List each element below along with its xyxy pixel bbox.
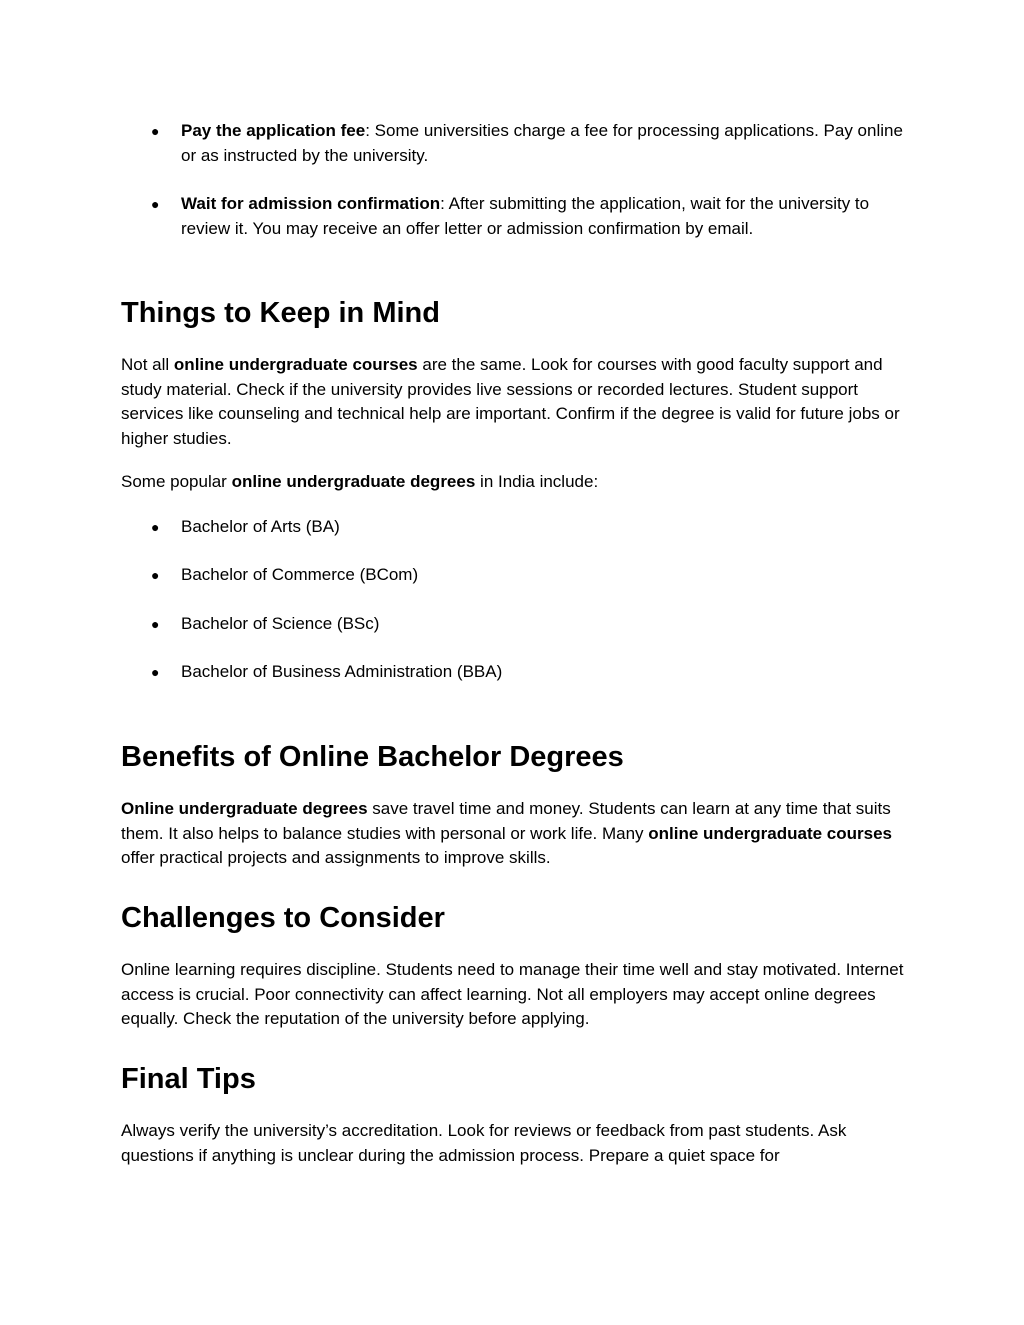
list-item-text: : Some universities charge a fee for processing applications. Pay online or as instructed by the university. (181, 121, 903, 165)
list-item-text: : After submitting the application, wait for the university to review it. You may receive an offer letter or admission confirmation by email. (181, 194, 870, 238)
bold-span: online undergraduate courses (173, 355, 418, 374)
bold-span: online undergraduate courses (648, 823, 892, 843)
list-item-text: Bachelor of Arts (BA) (181, 517, 340, 536)
paragraph-challenges: Online learning requires discipline. Students need to manage their time well and stay motivated. Internet access is crucial. Poor connectivity can affect learning. Not all employers may accept online degrees equally. Check the reputation of the university before applying. (121, 960, 904, 1028)
heading-challenges: Challenges to Consider (121, 902, 445, 934)
list-item-bold: Pay the application fee (181, 121, 366, 140)
bold-span: Online undergraduate degrees (121, 799, 368, 818)
text-span: are the same. Look for courses with good faculty support and study material. Check if the university provides live sessions or recorded lectures. Student support services like counseling and technical help are important. Confirm if the degree is valid for future jobs or higher studies. (121, 355, 900, 448)
bullet-icon: ● (151, 567, 160, 583)
bold-span: online undergraduate degrees (231, 472, 476, 491)
text-span: offer practical projects and assignments to improve skills. (121, 848, 551, 867)
paragraph-popular-degrees (121, 470, 911, 495)
text-span: save travel time and money. Students can learn at any time that suits them. It also helps to balance studies with personal or work life. Many (121, 799, 891, 843)
bullet-icon: ● (151, 664, 160, 680)
paragraph-final-tips: Always verify the university’s accreditation. Look for reviews or feedback from past students. Ask questions if anything is unclear during the admission process. Prepare a quiet space for (121, 1121, 847, 1165)
bullet-icon: ● (151, 519, 160, 535)
heading-things-to-keep-in-mind: Things to Keep in Mind (121, 297, 440, 329)
paragraph-keep-in-mind (121, 353, 911, 451)
text-span: in India include: (475, 472, 599, 491)
heading-benefits: Benefits of Online Bachelor Degrees (121, 741, 624, 773)
list-item-text: Bachelor of Science (BSc) (181, 614, 380, 633)
text-span: Some popular (121, 472, 232, 491)
bullet-icon: ● (151, 123, 160, 139)
text-span: Not all (121, 355, 174, 374)
bullet-icon: ● (151, 196, 160, 212)
bullet-icon: ● (151, 616, 160, 632)
heading-final-tips: Final Tips (121, 1063, 256, 1095)
list-item-bold: Wait for admission confirmation (181, 194, 441, 213)
list-item-text: Bachelor of Commerce (BCom) (181, 565, 419, 584)
list-item-text: Bachelor of Business Administration (BBA) (181, 662, 503, 681)
paragraph-benefits (121, 797, 911, 871)
